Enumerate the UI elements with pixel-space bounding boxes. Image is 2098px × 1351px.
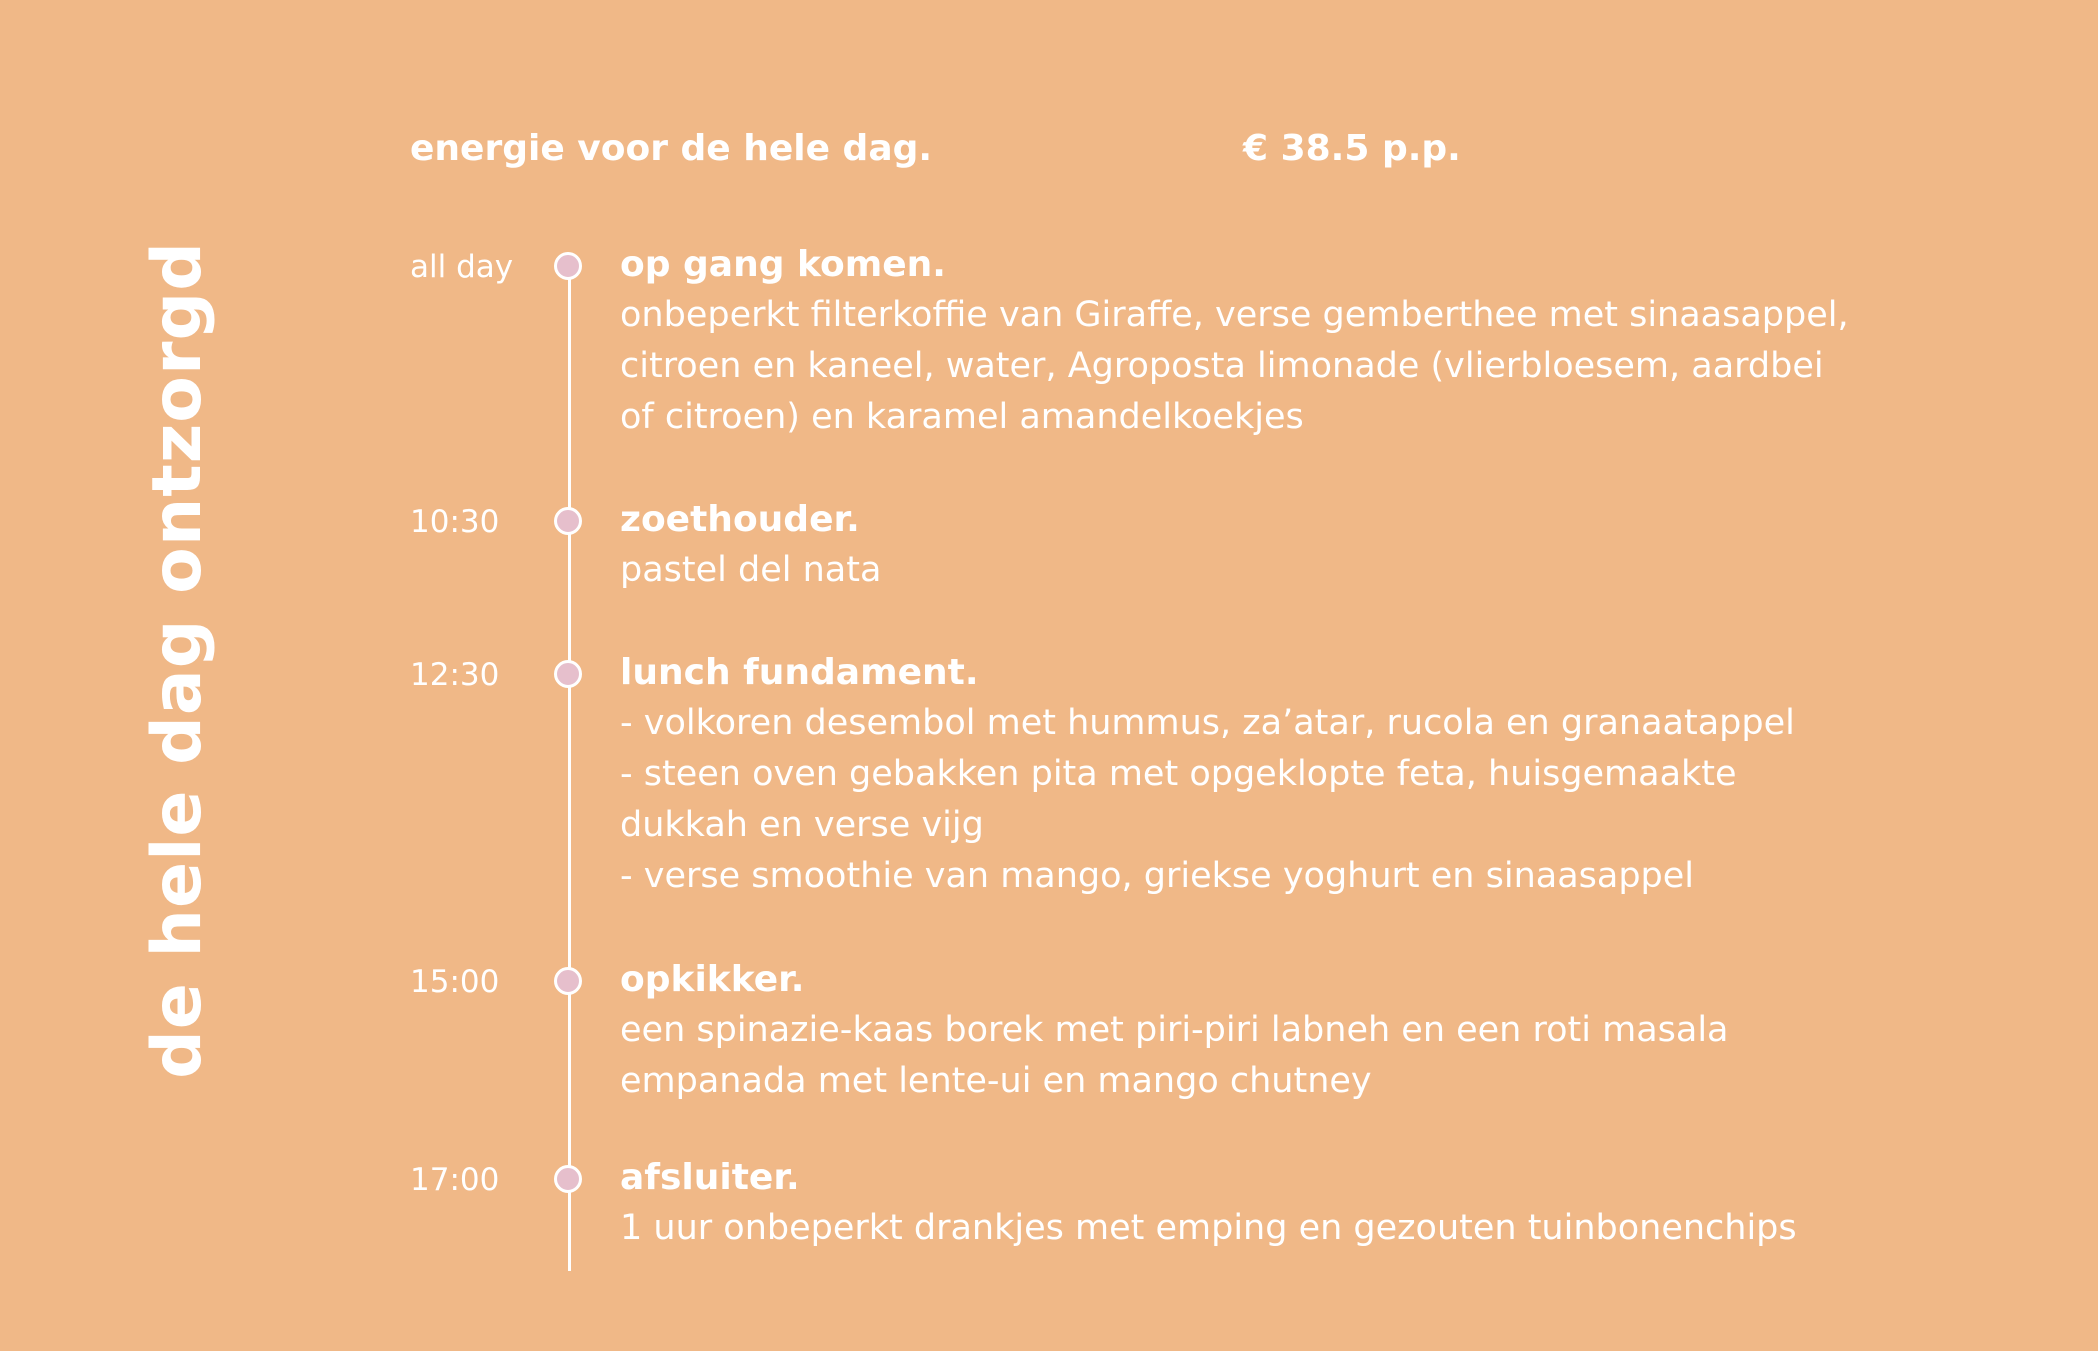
timeline-line xyxy=(568,256,571,1271)
timeline-dot-icon xyxy=(554,252,582,280)
schedule-time: 15:00 xyxy=(410,964,500,1000)
schedule-title: opkikker. xyxy=(620,959,805,1000)
schedule-line: pastel del nata xyxy=(620,550,882,590)
schedule-title: zoethouder. xyxy=(620,499,860,540)
schedule-title: op gang komen. xyxy=(620,244,946,285)
side-title: de hele dag ontzorgd xyxy=(138,241,217,1079)
schedule-line: onbeperkt filterkoffie van Giraffe, verse gemberthee met sinaasappel, xyxy=(620,295,1849,335)
schedule-content xyxy=(620,954,1980,1107)
schedule-title: afsluiter. xyxy=(620,1157,800,1198)
schedule-time: all day xyxy=(410,249,514,285)
schedule-content xyxy=(620,494,1980,596)
schedule-content xyxy=(620,647,1980,902)
tagline: energie voor de hele dag. xyxy=(410,128,933,169)
timeline-dot-icon xyxy=(554,1165,582,1193)
schedule-line: een spinazie-kaas borek met piri-piri labneh en een roti masala xyxy=(620,1010,1729,1050)
schedule-line: 1 uur onbeperkt drankjes met emping en gezouten tuinbonenchips xyxy=(620,1208,1797,1248)
timeline-dot-icon xyxy=(554,507,582,535)
schedule-line: - verse smoothie van mango, griekse yoghurt en sinaasappel xyxy=(620,856,1695,896)
schedule-line: - volkoren desembol met hummus, za’atar, rucola en granaatappel xyxy=(620,703,1795,743)
schedule-title: lunch fundament. xyxy=(620,652,979,693)
schedule-line: citroen en kaneel, water, Agroposta limonade (vlierbloesem, aardbei xyxy=(620,346,1824,386)
schedule-content xyxy=(620,239,1980,443)
timeline-dot-icon xyxy=(554,967,582,995)
schedule-content xyxy=(620,1152,1980,1254)
schedule-line: of citroen) en karamel amandelkoekjes xyxy=(620,397,1304,437)
schedule-line: empanada met lente-ui en mango chutney xyxy=(620,1061,1372,1101)
schedule-time: 17:00 xyxy=(410,1162,500,1198)
schedule-line: - steen oven gebakken pita met opgeklopte feta, huisgemaakte xyxy=(620,754,1737,794)
schedule-line: dukkah en verse vijg xyxy=(620,805,984,845)
schedule-time: 12:30 xyxy=(410,657,500,693)
schedule-time: 10:30 xyxy=(410,504,500,540)
price: € 38.5 p.p. xyxy=(1243,128,1461,169)
timeline-dot-icon xyxy=(554,660,582,688)
